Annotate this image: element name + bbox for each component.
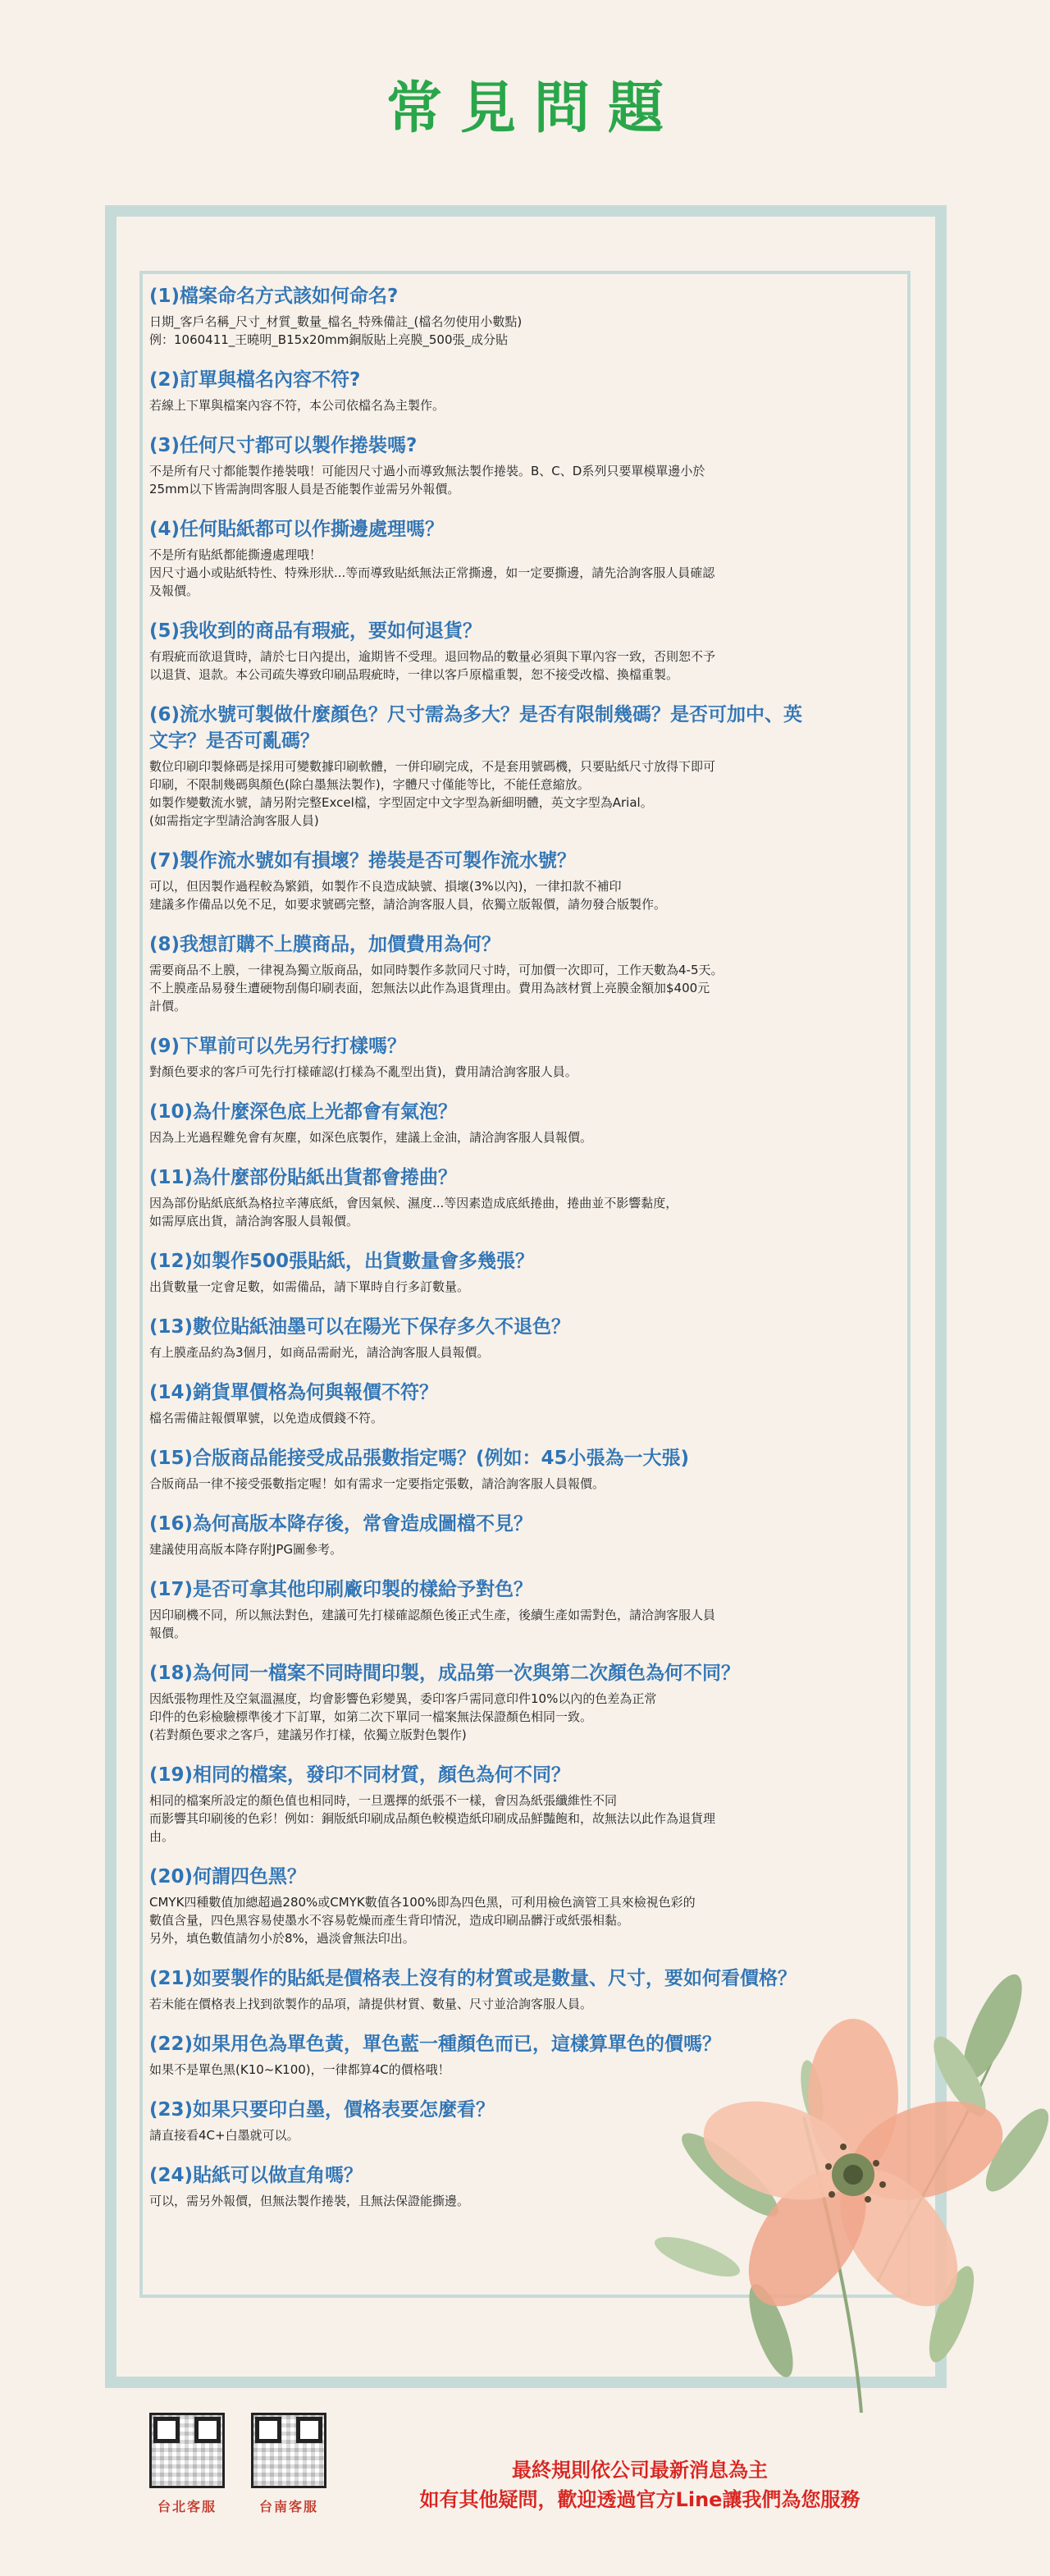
faq-answer: 不是所有貼紙都能撕邊處理哦！ 因尺寸過小或貼紙特性、特殊形狀...等而導致貼紙無法正常撕邊，如一定要撕邊，請先洽詢客服人員確認 及報價。 bbox=[149, 547, 715, 598]
faq-question: (16)為何高版本降存後，常會造成圖檔不見？ bbox=[149, 1513, 533, 1535]
faq-answer: CMYK四種數值加總超過280%或CMYK數值各100%即為四色黑，可利用檢色滴管工具來檢視色彩的 數值含量，四色黑容易使墨水不容易乾燥而產生背印情況，造成印刷品髒汙或紙張相黏。 另外，填色數值請勿小於8%，過淡會無法印出。 bbox=[149, 1895, 696, 1946]
faq-answer: 相同的檔案所設定的顏色值也相同時，一旦選擇的紙張不一樣，會因為紙張纖維性不同 而影響其印刷後的色彩！例如：銅版紙印刷成品顏色較模造紙印刷成品鮮豔飽和，故無法以此作為退貨理 由。 bbox=[149, 1793, 716, 1844]
faq-answer: 日期_客戶名稱_尺寸_材質_數量_檔名_特殊備註_(檔名勿使用小數點) 例：1060411_王曉明_B15x20mm銅版貼上亮膜_500張_成分貼 bbox=[149, 314, 523, 347]
contact-label: 台北客服 bbox=[157, 2499, 217, 2514]
faq-answer: 因紙張物理性及空氣溫濕度，均會影響色彩變異，委印客戶需同意印件10%以內的色差為正常 印件的色彩檢驗標準後才下訂單，如第二次下單同一檔案無法保證顏色相同一致。 (若對顏色要求之客戶，建議另作打樣，依獨立版對色製作) bbox=[149, 1691, 657, 1742]
faq-answer: 數位印刷印製條碼是採用可變數據印刷軟體，一併印刷完成，不是套用號碼機，只要貼紙尺寸放得下即可 印刷，不限制幾碼與顏色(除白墨無法製作)，字體尺寸僅能等比，不能任意縮放。 如製作變數流水號，請另附完整Excel檔，字型固定中文字型為新細明體，英文字型為Arial。 (如需指定字型請洽詢客服人員) bbox=[149, 759, 716, 828]
faq-answer: 有瑕疵而欲退貨時，請於七日內提出，逾期皆不受理。退回物品的數量必須與下單內容一致，否則恕不予 以退貨、退款。本公司疏失導致印刷品瑕疵時，一律以客戶原檔重製，恕不接受改檔、換檔重製。 bbox=[149, 649, 716, 682]
faq-question: (4)任何貼紙都可以作撕邊處理嗎？ bbox=[149, 519, 445, 540]
faq-answer: 如果不是單色黑(K10~K100)，一律都算4C的價格哦！ bbox=[149, 2062, 450, 2077]
faq-question: (14)銷貨單價格為何與報價不符？ bbox=[149, 1382, 439, 1403]
contact-taipei[interactable] bbox=[149, 2413, 225, 2515]
qr-code-icon[interactable] bbox=[149, 2413, 225, 2488]
contact-tainan[interactable] bbox=[251, 2413, 326, 2515]
faq-question: (17)是否可拿其他印刷廠印製的樣給予對色？ bbox=[149, 1579, 533, 1600]
faq-question: (5)我收到的商品有瑕疵，要如何退貨？ bbox=[149, 620, 482, 642]
footer-contact: 如有其他疑問，歡迎透過官方Line讓我們為您服務 bbox=[419, 2488, 861, 2511]
faq-question: (6)流水號可製做什麼顏色？尺寸需為多大？是否有限制幾碼？是否可加中、英 文字？是否可亂碼？ bbox=[149, 704, 803, 752]
faq-question: (9)下單前可以先另行打樣嗎？ bbox=[149, 1036, 407, 1057]
faq-question: (7)製作流水號如有損壞？捲裝是否可製作流水號？ bbox=[149, 850, 577, 872]
faq-answer: 請直接看4C+白墨就可以。 bbox=[149, 2128, 299, 2143]
faq-answer: 合版商品一律不接受張數指定喔！如有需求一定要指定張數，請洽詢客服人員報價。 bbox=[149, 1476, 605, 1491]
faq-question: (11)為什麼部份貼紙出貨都會捲曲？ bbox=[149, 1167, 458, 1188]
faq-answer: 建議使用高版本降存附JPG圖參考。 bbox=[149, 1542, 343, 1557]
page-title: 常見問題 bbox=[386, 76, 682, 141]
faq-answer: 可以，但因製作過程較為繁鎖，如製作不良造成缺號、損壞(3%以內)，一律扣款不補印 建議多作備品以免不足，如要求號碼完整，請洽詢客服人員，依獨立版報價，請勿發合版製作。 bbox=[149, 879, 667, 912]
faq-answer: 對顏色要求的客戶可先行打樣確認(打樣為不亂型出貨)，費用請洽詢客服人員。 bbox=[149, 1064, 578, 1079]
faq-question: (24)貼紙可以做直角嗎？ bbox=[149, 2165, 363, 2186]
faq-answer: 不是所有尺寸都能製作捲裝哦！可能因尺寸過小而導致無法製作捲裝。B、C、D系列只要單模單邊小於 25mm以下皆需詢問客服人員是否能製作並需另外報價。 bbox=[149, 464, 705, 496]
faq-answer: 需要商品不上膜，一律視為獨立版商品，如同時製作多款同尺寸時，可加價一次即可，工作天數為4-5天。 不上膜產品易發生遭硬物刮傷印刷表面，恕無法以此作為退貨理由。費用為該材質上亮膜金額加$400元 計價。 bbox=[149, 963, 724, 1013]
faq-question: (1)檔案命名方式該如何命名? bbox=[149, 286, 399, 307]
footer-note: 最終規則依公司最新消息為主 bbox=[512, 2459, 768, 2482]
qr-code-icon[interactable] bbox=[251, 2413, 326, 2488]
faq-answer: 有上膜產品約為3個月，如商品需耐光，請洽詢客服人員報價。 bbox=[149, 1345, 490, 1360]
faq-question: (2)訂單與檔名內容不符? bbox=[149, 369, 361, 391]
faq-answer: 檔名需備註報價單號，以免造成價錢不符。 bbox=[149, 1411, 384, 1425]
faq-answer: 若未能在價格表上找到欲製作的品項，請提供材質、數量、尺寸並洽詢客服人員。 bbox=[149, 1997, 593, 2011]
faq-answer: 若線上下單與檔案內容不符，本公司依檔名為主製作。 bbox=[149, 398, 445, 413]
faq-question: (8)我想訂購不上膜商品，加價費用為何？ bbox=[149, 934, 501, 955]
faq-answer: 可以，需另外報價，但無法製作捲裝，且無法保證能撕邊。 bbox=[149, 2194, 470, 2208]
faq-answer: 因為上光過程難免會有灰塵，如深色底製作，建議上金油，請洽詢客服人員報價。 bbox=[149, 1130, 593, 1145]
faq-question: (23)如果只要印白墨，價格表要怎麼看？ bbox=[149, 2099, 495, 2121]
faq-answer: 出貨數量一定會足數，如需備品，請下單時自行多訂數量。 bbox=[149, 1279, 470, 1294]
faq-question: (13)數位貼紙油墨可以在陽光下保存多久不退色？ bbox=[149, 1316, 571, 1338]
faq-question: (20)何謂四色黑？ bbox=[149, 1866, 307, 1887]
faq-question: (15)合版商品能接受成品張數指定嗎？(例如：45小張為一大張) bbox=[149, 1448, 690, 1469]
faq-list bbox=[149, 283, 871, 2228]
faq-question: (18)為何同一檔案不同時間印製，成品第一次與第二次顏色為何不同？ bbox=[149, 1663, 741, 1684]
faq-question: (21)如要製作的貼紙是價格表上沒有的材質或是數量、尺寸，要如何看價格？ bbox=[149, 1968, 797, 1989]
faq-question: (3)任何尺寸都可以製作捲裝嗎? bbox=[149, 435, 418, 456]
contact-label: 台南客服 bbox=[258, 2499, 318, 2514]
faq-question: (12)如製作500張貼紙，出貨數量會多幾張？ bbox=[149, 1251, 535, 1272]
faq-answer: 因印刷機不同，所以無法對色，建議可先打樣確認顏色後正式生產，後續生產如需對色，請洽詢客服人員 報價。 bbox=[149, 1608, 716, 1640]
faq-question: (10)為什麼深色底上光都會有氣泡？ bbox=[149, 1101, 458, 1123]
faq-question: (19)相同的檔案，發印不同材質，顏色為何不同？ bbox=[149, 1764, 571, 1786]
faq-answer: 因為部份貼紙底紙為格拉辛薄底紙，會因氣候、濕度...等因素造成底紙捲曲，捲曲並不影響黏度， 如需厚底出貨，請洽詢客服人員報價。 bbox=[149, 1196, 678, 1229]
faq-question: (22)如果用色為單色黃，單色藍一種顏色而已，這樣算單色的價嗎？ bbox=[149, 2034, 722, 2055]
